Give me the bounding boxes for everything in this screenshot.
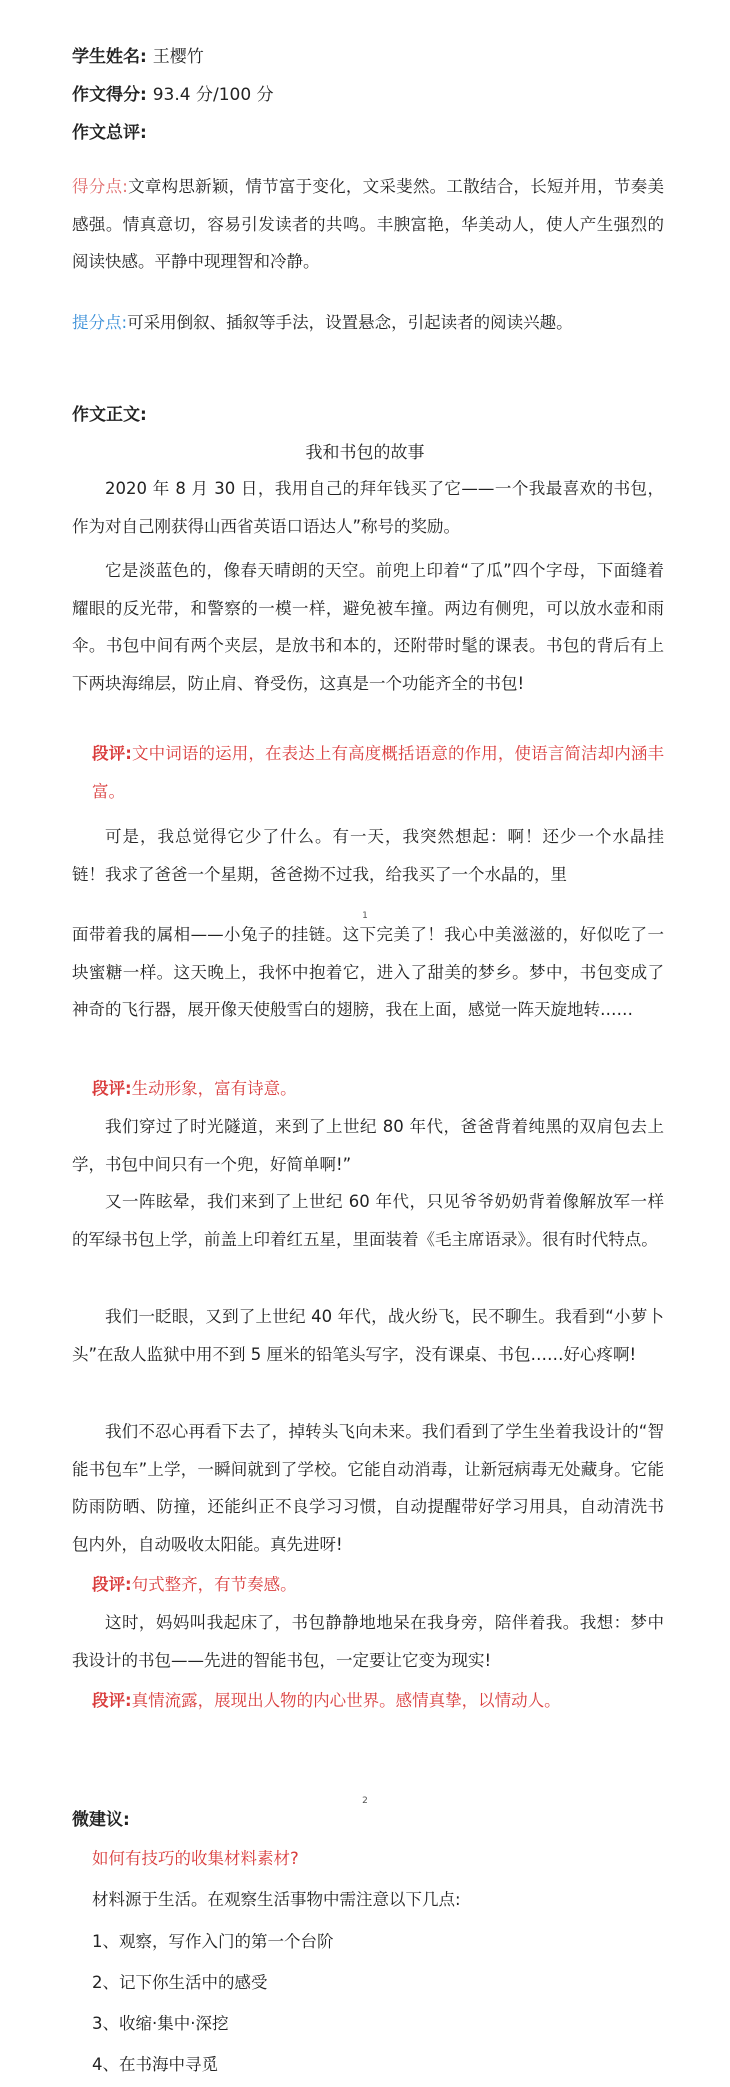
page-number-2: 2 bbox=[362, 1796, 368, 1806]
suggestion-item: 1、观察，写作入门的第一个台阶 bbox=[92, 1932, 334, 1951]
suggestion-item: 3、收缩·集中·深挖 bbox=[92, 2014, 229, 2033]
comment-4-text: 真情流露，展现出人物的内心世界。感情真挚，以情动人。 bbox=[131, 1691, 561, 1710]
improve-paragraph bbox=[72, 304, 664, 342]
student-name-label: 学生姓名: bbox=[72, 47, 147, 67]
comment-2-label: 段评: bbox=[92, 1079, 132, 1098]
score-row bbox=[72, 82, 274, 108]
comment-1-label: 段评: bbox=[92, 744, 132, 763]
essay-paragraph-5: 又一阵眩晕，我们来到了上世纪 60 年代，只见爷爷奶奶背着像解放军一样的军绿书包上学，前盖上印着红五星，里面装着《毛主席语录》。很有时代特点。 bbox=[72, 1192, 664, 1249]
score-value: 93.4 分/100 分 bbox=[152, 85, 274, 105]
suggestion-section-label: 微建议: bbox=[72, 1810, 130, 1830]
page-number-1: 1 bbox=[362, 911, 368, 921]
suggestion-item: 4、在书海中寻觅 bbox=[92, 2055, 218, 2074]
strength-label: 得分点: bbox=[72, 177, 128, 196]
suggestion-item: 2、记下你生活中的感受 bbox=[92, 1973, 268, 1992]
strength-text: 文章构思新颖，情节富于变化，文采斐然。工散结合，长短并用，节奏美感强。情真意切，容易引发读者的共鸣。丰腴富艳，华美动人，使人产生强烈的阅读快感。平静中现理智和冷静。 bbox=[72, 177, 664, 271]
comment-2 bbox=[92, 1070, 664, 1108]
suggestion-question: 如何有技巧的收集材料素材? bbox=[92, 1849, 299, 1868]
comment-3 bbox=[92, 1566, 664, 1604]
improve-label: 提分点: bbox=[72, 313, 128, 332]
overall-review-label: 作文总评: bbox=[72, 123, 147, 143]
student-name-row bbox=[72, 44, 204, 70]
essay-paragraph-7: 我们不忍心再看下去了，掉转头飞向未来。我们看到了学生坐着我设计的“智能书包车”上学，一瞬间就到了学校。它能自动消毒，让新冠病毒无处藏身。它能防雨防晒、防撞，还能纠正不良学习习惯，自动提醒带好学习用具，自动清洗书包内外，自动吸收太阳能。真先进呀! bbox=[72, 1422, 664, 1554]
suggestion-intro: 材料源于生活。在观察生活事物中需注意以下几点: bbox=[92, 1890, 461, 1909]
student-name-value: 王樱竹 bbox=[152, 47, 204, 67]
essay-paragraph-6: 我们一眨眼，又到了上世纪 40 年代，战火纷飞，民不聊生。我看到“小萝卜头”在敌人监狱中用不到 5 厘米的铅笔头写字，没有课桌、书包……好心疼啊! bbox=[72, 1307, 664, 1364]
essay-paragraph-4: 我们穿过了时光隧道，来到了上世纪 80 年代，爸爸背着纯黑的双肩包去上学，书包中间只有一个兜，好简单啊!” bbox=[72, 1117, 664, 1174]
comment-4-label: 段评: bbox=[92, 1691, 132, 1710]
comment-1 bbox=[92, 735, 664, 810]
essay-paragraph-2: 它是淡蓝色的，像春天晴朗的天空。前兜上印着“了瓜”四个字母，下面缝着耀眼的反光带，和警察的一模一样，避免被车撞。两边有侧兜，可以放水壶和雨伞。书包中间有两个夹层，是放书和本的，还附带时髦的课表。书包的背后有上下两块海绵层，防止肩、脊受伤，这真是一个功能齐全的书包! bbox=[72, 561, 664, 693]
essay-paragraph-1: 2020 年 8 月 30 日，我用自己的拜年钱买了它——一个我最喜欢的书包，作为对自己刚获得山西省英语口语达人”称号的奖励。 bbox=[72, 479, 664, 536]
essay-paragraph-8: 这时，妈妈叫我起床了，书包静静地地呆在我身旁，陪伴着我。我想：梦中我设计的书包——先进的智能书包，一定要让它变为现实! bbox=[72, 1613, 664, 1670]
improve-text: 可采用倒叙、插叙等手法，设置悬念，引起读者的阅读兴趣。 bbox=[127, 313, 573, 332]
strength-paragraph bbox=[72, 168, 664, 281]
essay-section-label: 作文正文: bbox=[72, 405, 147, 425]
essay-title: 我和书包的故事 bbox=[305, 443, 425, 463]
comment-3-text: 句式整齐，有节奏感。 bbox=[131, 1575, 297, 1594]
essay-paragraph-3b: 面带着我的属相——小兔子的挂链。这下完美了！我心中美滋滋的，好似吃了一块蜜糖一样。这天晚上，我怀中抱着它，进入了甜美的梦乡。梦中，书包变成了神奇的飞行器，展开像天使般雪白的翅膀，我在上面，感觉一阵天旋地转…… bbox=[72, 925, 664, 1019]
score-label: 作文得分: bbox=[72, 85, 147, 105]
essay-paragraph-3a: 可是，我总觉得它少了什么。有一天，我突然想起：啊！还少一个水晶挂链！我求了爸爸一个星期，爸爸拗不过我，给我买了一个水晶的，里 bbox=[72, 827, 664, 884]
comment-2-text: 生动形象，富有诗意。 bbox=[131, 1079, 297, 1098]
comment-4 bbox=[92, 1682, 664, 1720]
comment-3-label: 段评: bbox=[92, 1575, 132, 1594]
comment-1-text: 文中词语的运用，在表达上有高度概括语意的作用，使语言简洁却内涵丰富。 bbox=[92, 744, 664, 801]
